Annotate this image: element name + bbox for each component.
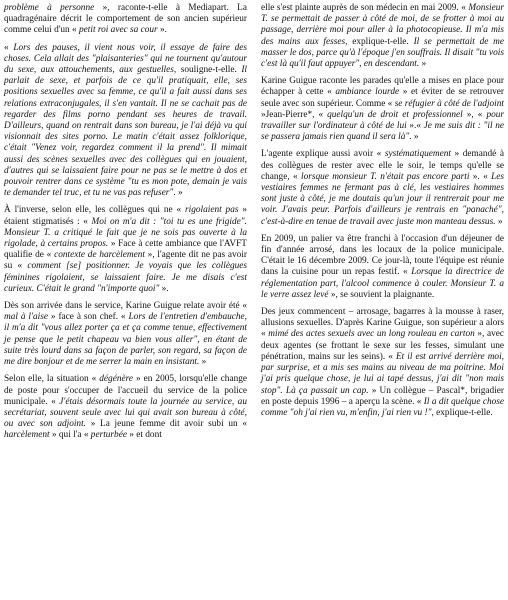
article-paragraph <box>261 3 504 70</box>
body-text: Des jeux commencent – arrosage, bagarres à la mousse à raser, allusions sexuelles. D'après Karine Guigue, son supérieur a alors « <box>261 307 504 340</box>
article-paragraph <box>4 205 247 295</box>
body-text: ». <box>157 25 167 36</box>
body-text: L'agente explique aussi avoir « <box>261 149 385 160</box>
body-text: »Jean-Pierre*, « <box>261 109 328 120</box>
body-text: « <box>4 42 14 53</box>
quote-text: mal à l'aise <box>4 312 48 323</box>
body-text: » en 2005, lorsqu'elle change de poste pour s'occuper de l'accueil du service de la police municipale. « <box>4 374 247 407</box>
body-text: » face à son chef. « <box>47 312 129 323</box>
body-text: » <box>495 216 503 227</box>
body-text: » <box>419 59 427 70</box>
article-paragraph <box>261 149 504 227</box>
body-text: En 2009, un palier va être franchi à l'occasion d'un déjeuner de fin d'année arrosé, dans les locaux de la police municipale. C'était le 16 décembre 2009. Ce jour-là, toute l'équipe est réunie dans la cuisine pour un repas festif. « <box>261 233 504 278</box>
body-text: ».« <box>406 121 424 132</box>
quote-text: Moi on m'a dit : "toi tu es une frigide". Monsieur T. a critiqué le fait que je ne sois pas ouverte à la rigolade, à certains propos. <box>4 216 247 250</box>
body-text: ». « <box>469 171 492 182</box>
body-text: , explique-t-elle. <box>345 36 414 47</box>
body-text: » étaient stigmatisés : « <box>4 205 247 227</box>
right-column <box>261 3 504 425</box>
quote-text: comment [se] positionner. Je voyais que les collègues féminines rigolaient, se laissaient faire. Je me disais c'est curieux. C'était le grand "n'importe quoi" <box>4 261 247 294</box>
body-text: Dès son arrivée dans le service, Karine Guigue relate avoir été « <box>4 301 247 312</box>
body-text: , souligne-t-elle. <box>173 65 242 76</box>
body-text: » et éviter de se retrouver seule avec son supérieur. Comme « <box>261 87 504 109</box>
body-text: », raconte-t-elle à Mediapart. La quadragénaire décrit le comportement de son ancien supérieur comme celui d'un « <box>4 3 247 36</box>
body-text: À l'inverse, selon elle, les collègues qui ne « <box>4 205 186 216</box>
quote-text: dégénère <box>99 374 134 385</box>
quote-text: se réfugier à côté de l'adjoint <box>394 98 504 109</box>
body-text: » La jeune femme dit avoir subi un « <box>86 419 247 430</box>
body-text: », l'agente dit ne pas avoir su « <box>4 250 248 272</box>
quote-text: systématiquement <box>384 149 451 160</box>
body-text: », se souvient la plaignante. <box>328 289 435 300</box>
quote-text: Lorsque la directrice de réglementation part, l'alcool commence à couler. Monsieur T. a le verre assez levé <box>261 267 504 300</box>
body-text: » et dont <box>126 430 162 441</box>
body-text: » qui l'a « <box>49 430 91 441</box>
article-paragraph <box>261 234 504 301</box>
quote-text: Les vestiaires femmes ne fermant pas à clé, les vestiaires hommes sont juste à côté, je me doutais qu'un jour il rentrerait pour me voir. J'avais peur. Parfois d'ailleurs je rentrais en "panaché", c'est-à-dire en tenue de travail avec juste mon manteau dessus. <box>261 171 504 227</box>
quote-text: petit roi avec sa cour <box>79 25 158 36</box>
article-paragraph <box>261 307 504 419</box>
quote-text: pour travailler sur l'ordinateur à côté de lui <box>261 109 505 132</box>
left-column <box>4 3 247 448</box>
quote-text: Monsieur T. se permettait de passer à côté de moi, de se frotter à moi au passage, derrière moi pour aller à la photocopieuse. Il m'a mis des mains aux fesses <box>261 3 504 47</box>
body-text: Karine Guigue raconte les parades qu'elle a mises en place pour échapper à cette « <box>261 76 504 98</box>
quote-text: Il parlait de sexe, et parfois de ce qu'il pratiquait, elle, ses positions sexuelles avec sa femme, ce qu'il a fait aussi dans ses relations extraconjugales, il s'en vantait. Il ne se cachait pas de regarder des films porno pendant ses heures de travail. D'ailleurs, quand on rentrait dans son bureau, je l'ai déjà vu qui visionnait des sites porno. Le matin c'était assez folklorique, c'était "Venez voir, regardez comment il la prend". Il mimait aussi des scènes sexuelles avec des collègues qui en jouaient, d'autres qui se laissaient faire pour ne pas se le mettre à dos et pouvoir rentrer dans ce système "tu es mon pote, demain je vais te demander tel truc, et tu ne vas pas refuser" <box>4 65 247 199</box>
quote-text: problème à personne <box>4 3 95 13</box>
article-paragraph <box>4 374 247 441</box>
quote-text: J'étais désormais toute la journée au service, au secrétariat, souvent seule avec lui qui avait son bureau à côté, ou avec son adjoint. <box>4 396 247 430</box>
quote-text: Lors des pauses, il vient nous voir, il essaye de faire des choses. Cela allait des "plaisanteries" qui ne tournent qu'autour du sexe, aux attouchements, aux gestuelles <box>4 42 247 76</box>
body-text: », « <box>462 109 487 120</box>
quote-text: perturbée <box>90 430 127 441</box>
body-text: » demandé à des collègues de rester avec elle le soir, le temps qu'elle se change, « <box>261 149 505 182</box>
quote-text: rigolaient pas <box>185 205 239 216</box>
quote-text: Je me suis dit : "il ne se passera jamais rien quand il sera là" <box>261 121 504 143</box>
body-text: » <box>199 357 207 368</box>
body-text: » Un collègue – Pascal*, brigadier en poste depuis 1996 – a aperçu la scène. « <box>261 385 504 407</box>
article-paragraph <box>4 301 247 368</box>
quote-text: lorsque monsieur T. n'était pas encore parti <box>300 171 470 182</box>
quote-text: ambiance lourde <box>335 87 400 98</box>
quote-text: contexte de harcèlement <box>54 250 145 261</box>
article-paragraph <box>4 3 247 37</box>
quote-text: Lors de l'entretien d'embauche, il m'a dit "vous allez porter ça et ça comme tenue, effectivement je pense que le petit chapeau va bien vous aller", en étant de suite très lourd dans sa façon de parler, son regard, sa façon de me dire bonjour et de me serrer la main en insistant. <box>4 312 247 368</box>
article-paragraph <box>4 43 247 200</box>
quote-text: Et il est arrivé derrière moi, par surprise, et a mis ses mains au niveau de ma poitrine. Moi j'ai pris quelque chose, je lui ai tapé dessus, j'ai dit "non mais stop". Là ça passait un cap. <box>261 351 504 396</box>
quote-text: harcèlement <box>4 430 50 441</box>
body-text: ». <box>159 283 169 294</box>
body-text: , explique-t-elle. <box>431 407 493 418</box>
quote-text: Il se permettait de me masser le dos, parce qu'à l'époque j'en souffrais. Il disait "tu vois c'est là qu'il faut appuyer", en descendant. <box>261 36 504 70</box>
quote-text: Il a dit quelque chose comme "oh j'ai rien vu, m'enfin, j'ai rien vu !" <box>261 396 504 418</box>
quote-text: mimé des actes sexuels avec un long rouleau en carton <box>268 329 475 340</box>
body-text: » Face à cette ambiance que l'AVFT qualifie de « <box>4 239 247 261</box>
article-paragraph <box>261 76 504 143</box>
body-text: elle s'est plainte auprès de son médecin en mai 2009. « <box>261 3 469 13</box>
body-text: . » <box>409 132 419 143</box>
body-text: », avec deux agentes (se frottant le sexe sur les fesses, simulant une pénétration, mains sur les seins). « <box>261 329 504 362</box>
body-text: . » <box>173 188 183 199</box>
quote-text: quelqu'un de droit et professionnel <box>327 109 463 120</box>
body-text: Selon elle, la situation « <box>4 374 100 385</box>
